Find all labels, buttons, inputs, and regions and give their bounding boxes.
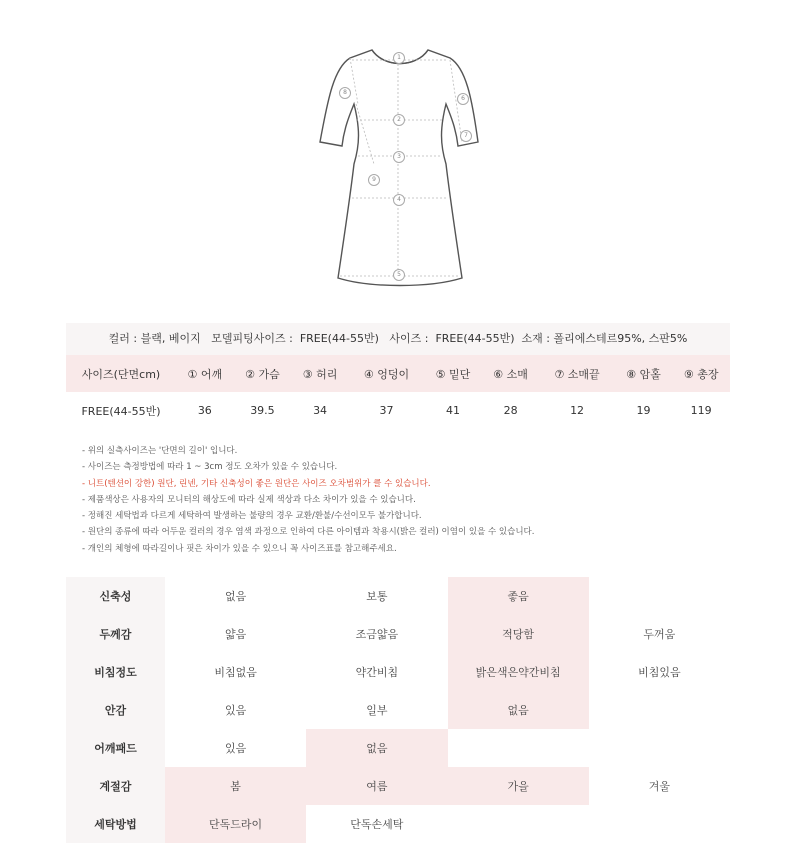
note-item: - 위의 실측사이즈는 '단면의 길이' 입니다. [82, 446, 238, 456]
size-header-cell: ⑧ 암홀 [615, 355, 673, 392]
attribute-label: 신축성 [66, 577, 165, 615]
size-label: 사이즈 [389, 332, 422, 345]
color-value: 블랙, 베이지 [140, 332, 201, 345]
attribute-option-selected: 여름 [306, 767, 447, 805]
size-value-cell: 19 [636, 404, 651, 417]
attribute-label: 비침정도 [66, 653, 165, 691]
size-header-cell: ① 어깨 [176, 355, 234, 392]
attribute-row-washing [66, 805, 730, 843]
dress-size-diagram [300, 38, 500, 298]
attribute-option [589, 691, 730, 729]
attribute-row-season [66, 767, 730, 805]
attribute-option-selected: 없음 [306, 729, 447, 767]
model-size-value: FREE(44-55반) [299, 332, 379, 345]
attribute-option: 두꺼움 [643, 628, 676, 641]
size-value: FREE(44-55반) [435, 332, 515, 345]
attribute-row-lining [66, 691, 730, 729]
size-notes [82, 443, 534, 557]
attribute-option: 보통 [366, 590, 388, 603]
measure-marker: 2 [393, 114, 405, 126]
size-value-cell: 36 [197, 404, 212, 417]
size-value-cell: 34 [313, 404, 328, 417]
attribute-option-selected: 가을 [448, 767, 589, 805]
attribute-option: 겨울 [648, 780, 670, 793]
size-value-cell: 37 [379, 404, 394, 417]
size-header-cell: ⑤ 밑단 [424, 355, 482, 392]
attribute-label: 안감 [66, 691, 165, 729]
attribute-option [589, 805, 730, 843]
material-value: 폴리에스테르95%, 스판5% [553, 332, 688, 345]
color-label: 컬러 [108, 332, 130, 345]
measure-marker: 3 [393, 151, 405, 163]
attribute-option [589, 577, 730, 615]
note-item: - 개인의 체형에 따라길이나 핏은 차이가 있을 수 있으니 꼭 사이즈표를 참고해주세요. [82, 543, 397, 554]
size-header-cell: ⑦ 소매끝 [539, 355, 614, 392]
attribute-row-thickness [66, 615, 730, 653]
size-header-cell: ⑥ 소매 [482, 355, 540, 392]
dress-outline [300, 38, 500, 298]
attribute-option: 있음 [224, 704, 247, 717]
note-item: - 제품색상은 사용자의 모니터의 해상도에 따라 실제 색상과 다소 차이가 있을 수 있습니다. [82, 494, 416, 505]
product-info-strip: 컬러 : 블랙, 베이지 모델피팅사이즈 : FREE(44-55반) 사이즈 : FREE(44-55반) 소재 : 폴리에스테르95%, 스판5% [66, 323, 730, 355]
size-value-row [66, 392, 730, 429]
size-table [66, 355, 730, 429]
size-value-cell: 119 [690, 404, 712, 417]
model-size-label: 모델피팅사이즈 [211, 332, 286, 345]
size-value-cell: 28 [503, 404, 518, 417]
measure-marker: 7 [460, 130, 472, 142]
attribute-option [448, 805, 589, 843]
attribute-option: 조금얇음 [355, 628, 399, 641]
note-item: - 정해진 세탁법과 다르게 세탁하여 발생하는 불량의 경우 교환/환불/수선이모두 불가합니다. [82, 511, 422, 522]
attribute-option: 단독손세탁 [350, 818, 404, 831]
note-item: - 원단의 종류에 따라 어두운 컬러의 경우 염색 과정으로 인하여 다른 아이템과 착용시(밝은 컬러) 이염이 있을 수 있습니다. [82, 527, 535, 538]
size-header-row [66, 355, 730, 392]
attribute-option-selected: 봄 [165, 767, 306, 805]
size-row-label: FREE(44-55반) [81, 404, 161, 418]
measure-marker: 9 [368, 174, 380, 186]
size-header-cell: ⑨ 총장 [672, 355, 730, 392]
attribute-row-shoulder-pad [66, 729, 730, 767]
attribute-label: 두께감 [66, 615, 165, 653]
attribute-option [589, 729, 730, 767]
attribute-option-selected: 밝은색은약간비침 [448, 653, 589, 691]
measure-marker: 5 [393, 269, 405, 281]
size-header-cell: ② 가슴 [234, 355, 292, 392]
size-header-cell: 사이즈(단면cm) [66, 355, 176, 392]
attribute-option: 일부 [366, 704, 388, 717]
measure-marker: 6 [457, 93, 469, 105]
attribute-option-selected: 적당함 [448, 615, 589, 653]
attribute-option-selected: 없음 [448, 691, 589, 729]
size-header-cell: ④ 엉덩이 [349, 355, 424, 392]
material-label: 소재 [521, 332, 543, 345]
size-value-cell: 39.5 [250, 404, 275, 417]
measure-marker: 4 [393, 194, 405, 206]
attribute-label: 세탁방법 [66, 805, 165, 843]
attribute-label: 어깨패드 [66, 729, 165, 767]
size-value-cell: 41 [445, 404, 460, 417]
attribute-option: 비침있음 [638, 666, 681, 679]
attribute-option: 있음 [224, 742, 247, 755]
size-value-cell: 12 [570, 404, 585, 417]
attribute-option: 비침없음 [214, 666, 257, 679]
attribute-option: 없음 [224, 590, 247, 603]
fabric-attribute-table [66, 577, 730, 843]
attribute-option: 약간비침 [355, 666, 399, 679]
attribute-option [448, 729, 589, 767]
attribute-label: 계절감 [66, 767, 165, 805]
measure-marker: 1 [393, 52, 405, 64]
attribute-option: 얇음 [224, 628, 247, 641]
attribute-row-sheerness [66, 653, 730, 691]
attribute-option-selected: 좋음 [448, 577, 589, 615]
attribute-option-selected: 단독드라이 [165, 805, 306, 843]
size-header-cell: ③ 허리 [291, 355, 349, 392]
note-item-warning: - 니트(텐션이 강한) 원단, 린넨, 기타 신축성이 좋은 원단은 사이즈 오차범위가 클 수 있습니다. [82, 478, 431, 489]
measure-marker: 8 [339, 87, 351, 99]
attribute-row-stretch [66, 577, 730, 615]
note-item: - 사이즈는 측정방법에 따라 1 ~ 3cm 정도 오차가 있을 수 있습니다. [82, 462, 338, 473]
